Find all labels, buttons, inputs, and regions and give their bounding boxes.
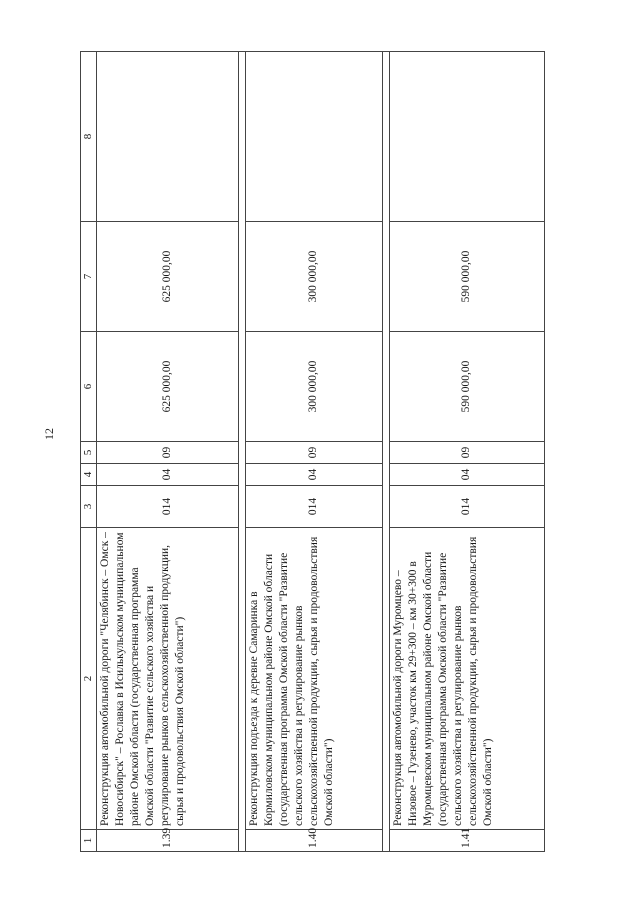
cell-col3: 014 [245, 486, 382, 528]
cell-col3: 014 [97, 486, 239, 528]
column-number-header-row [81, 52, 97, 852]
table-row [389, 52, 544, 852]
row-separator [238, 52, 245, 852]
row-description: Реконструкция подъезда к деревне Самаринка в Кормиловском муниципальном районе Омской области (государственная программа Омской области "Развитие сельского хозяйства и регулирование рынков сельскохозяйственной продукции, сырья и продовольствия Омской области") [245, 528, 382, 830]
row-number: 1.39 [97, 830, 239, 852]
table-row [97, 52, 239, 852]
budget-table-sheet [80, 52, 545, 852]
cell-col6: 590 000,00 [389, 332, 544, 442]
row-number: 1.41 [389, 830, 544, 852]
column-header: 4 [81, 464, 97, 486]
column-header: 7 [81, 222, 97, 332]
budget-table [80, 51, 545, 852]
table-row [245, 52, 382, 852]
cell-col4: 04 [389, 464, 544, 486]
cell-col5: 09 [389, 442, 544, 464]
column-header: 2 [81, 528, 97, 830]
cell-col8 [245, 52, 382, 222]
column-header: 1 [81, 830, 97, 852]
row-separator [382, 52, 389, 852]
row-description: Реконструкция автомобильной дороги "Челябинск – Омск – Новосибирск" – Рославка в Исилькульском муниципальном районе Омской области (государственная программа Омской области "Развитие сельского хозяйства и регулирование рынков сельскохозяйственной продукции, сырья и продовольствия Омской области") [97, 528, 239, 830]
column-header: 5 [81, 442, 97, 464]
row-description: Реконструкция автомобильной дороги Муромцево – Низовое – Гузенево, участок км 29+300 – км 30+300 в Муромцевском муниципальном районе Омской области (государственная программа Омской области "Развитие сельского хозяйства и регулирование рынков сельскохозяйственной продукции, сырья и продовольствия Омской области") [389, 528, 544, 830]
cell-col4: 04 [97, 464, 239, 486]
cell-col7: 590 000,00 [389, 222, 544, 332]
cell-col7: 625 000,00 [97, 222, 239, 332]
cell-col6: 625 000,00 [97, 332, 239, 442]
cell-col8 [389, 52, 544, 222]
column-header: 6 [81, 332, 97, 442]
row-number: 1.40 [245, 830, 382, 852]
cell-col8 [97, 52, 239, 222]
page-number: 12 [42, 428, 56, 440]
cell-col5: 09 [245, 442, 382, 464]
column-header: 8 [81, 52, 97, 222]
cell-col4: 04 [245, 464, 382, 486]
column-header: 3 [81, 486, 97, 528]
cell-col6: 300 000,00 [245, 332, 382, 442]
cell-col5: 09 [97, 442, 239, 464]
cell-col3: 014 [389, 486, 544, 528]
cell-col7: 300 000,00 [245, 222, 382, 332]
